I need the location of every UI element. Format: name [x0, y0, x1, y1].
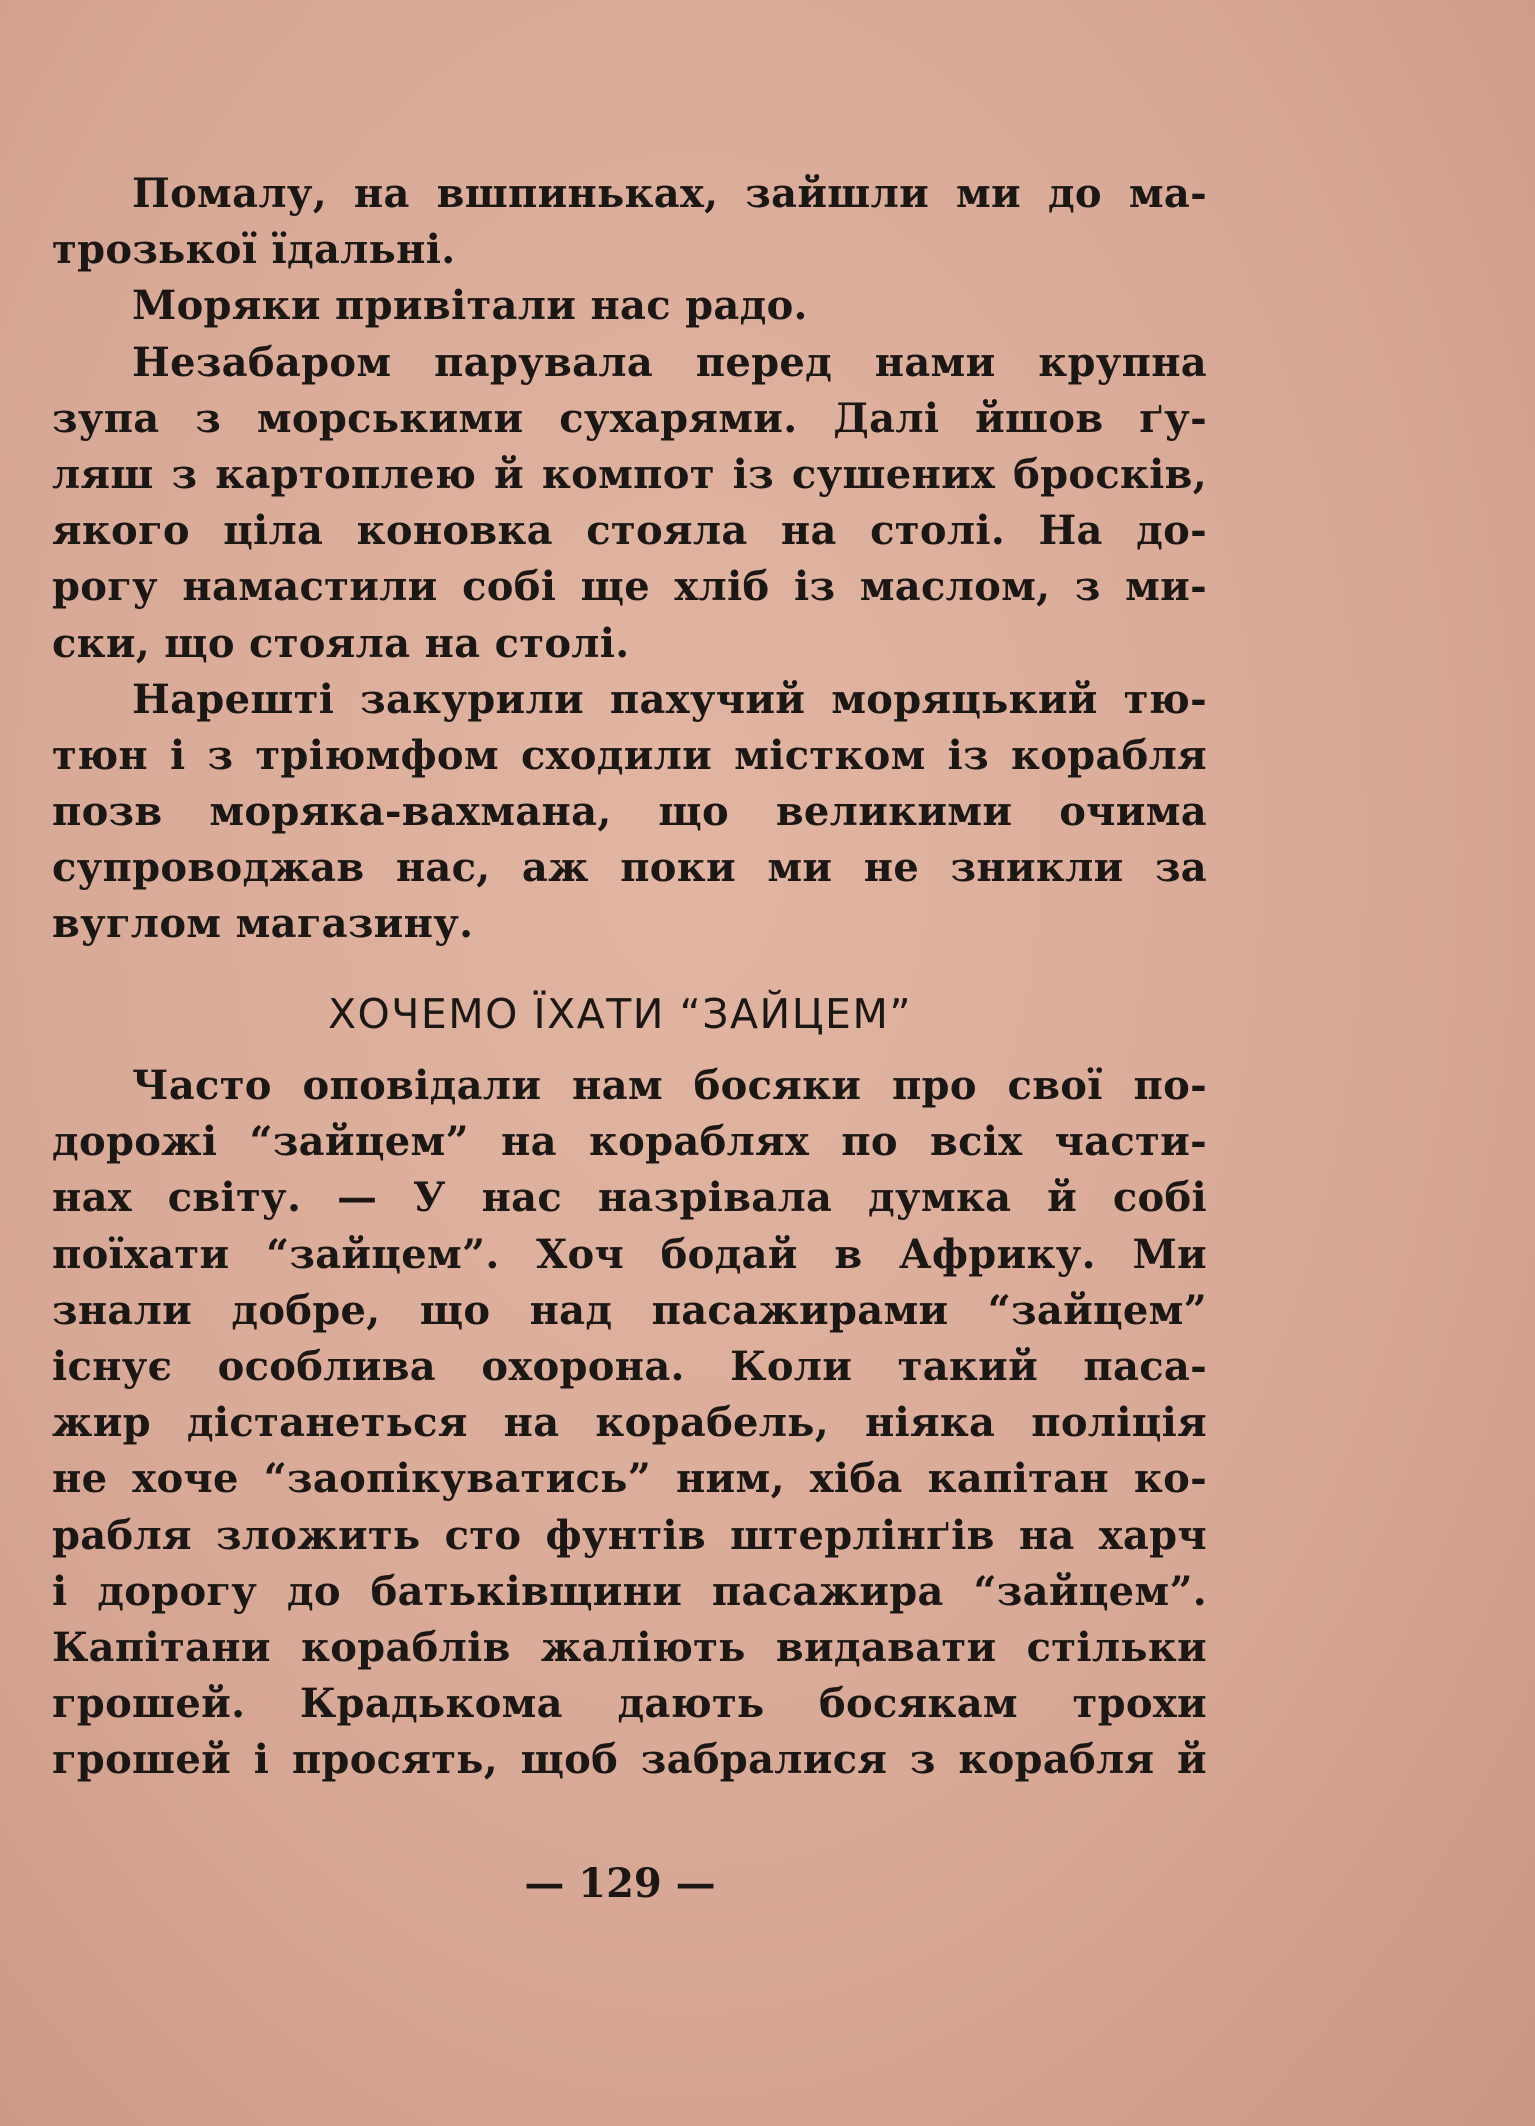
- text-line: Моряки привітали нас радо.: [132, 282, 808, 330]
- text-line: ски, що стояла на столі.: [52, 619, 630, 667]
- paragraphs-top: [52, 166, 1207, 953]
- text-line: поїхати “зайцем”. Хоч бодай в Африку. Ми: [52, 1230, 1207, 1278]
- text-line: нах світу. — У нас назрівала думка й собі: [52, 1174, 1207, 1222]
- text-line: Помалу, на вшпиньках, зайшли ми до ма-: [132, 170, 1207, 217]
- text-line: знали добре, що над пасажирами “зайцем”: [52, 1286, 1207, 1334]
- text-line: Капітани кораблів жаліють видавати стільки: [52, 1623, 1207, 1671]
- text-line: Часто оповідали нам босяки про свої по-: [132, 1062, 1207, 1109]
- text-line: не хоче “заопікуватись” ним, хіба капітан ко-: [52, 1455, 1207, 1503]
- text-line: супроводжав нас, аж поки ми не зникли за: [52, 844, 1207, 892]
- text-line: трозької їдальні.: [52, 226, 456, 274]
- text-line: вуглом магазину.: [52, 900, 474, 948]
- text-line: існує особлива охорона. Коли такий паса-: [52, 1342, 1207, 1390]
- text-line: ляш з картоплею й компот із сушених бросків,: [52, 450, 1207, 498]
- text-line: грошей і просять, щоб забралися з корабля й: [52, 1736, 1207, 1784]
- text-line: рогу намастили собі ще хліб із маслом, з ми-: [52, 563, 1207, 611]
- paragraphs-bottom: [52, 1058, 1207, 1788]
- text-line: жир дістанеться на корабель, ніяка поліція: [52, 1399, 1207, 1447]
- text-line: позв моряка-вахмана, що великими очима: [52, 788, 1207, 836]
- text-line: рабля зложить сто фунтів штерлінґів на харч: [52, 1511, 1207, 1559]
- page-number: — 129 —: [524, 1860, 716, 1907]
- text-line: зупа з морськими сухарями. Далі йшов ґу-: [52, 394, 1207, 442]
- text-line: дорожі “зайцем” на кораблях по всіх части-: [52, 1118, 1207, 1166]
- text-line: Нарешті закурили пахучий моряцький тю-: [132, 675, 1207, 723]
- text-line: Незабаром парувала перед нами крупна: [132, 338, 1207, 386]
- text-line: і дорогу до батьківщини пасажира “зайцем”.: [52, 1567, 1207, 1615]
- section-heading: ХОЧЕМО ЇХАТИ “ЗАЙЦЕМ”: [327, 990, 913, 1038]
- text-line: якого ціла коновка стояла на столі. На до-: [52, 507, 1207, 555]
- text-line: грошей. Крадькома дають босякам трохи: [52, 1680, 1207, 1728]
- text-line: тюн і з тріюмфом сходили містком із корабля: [52, 731, 1207, 779]
